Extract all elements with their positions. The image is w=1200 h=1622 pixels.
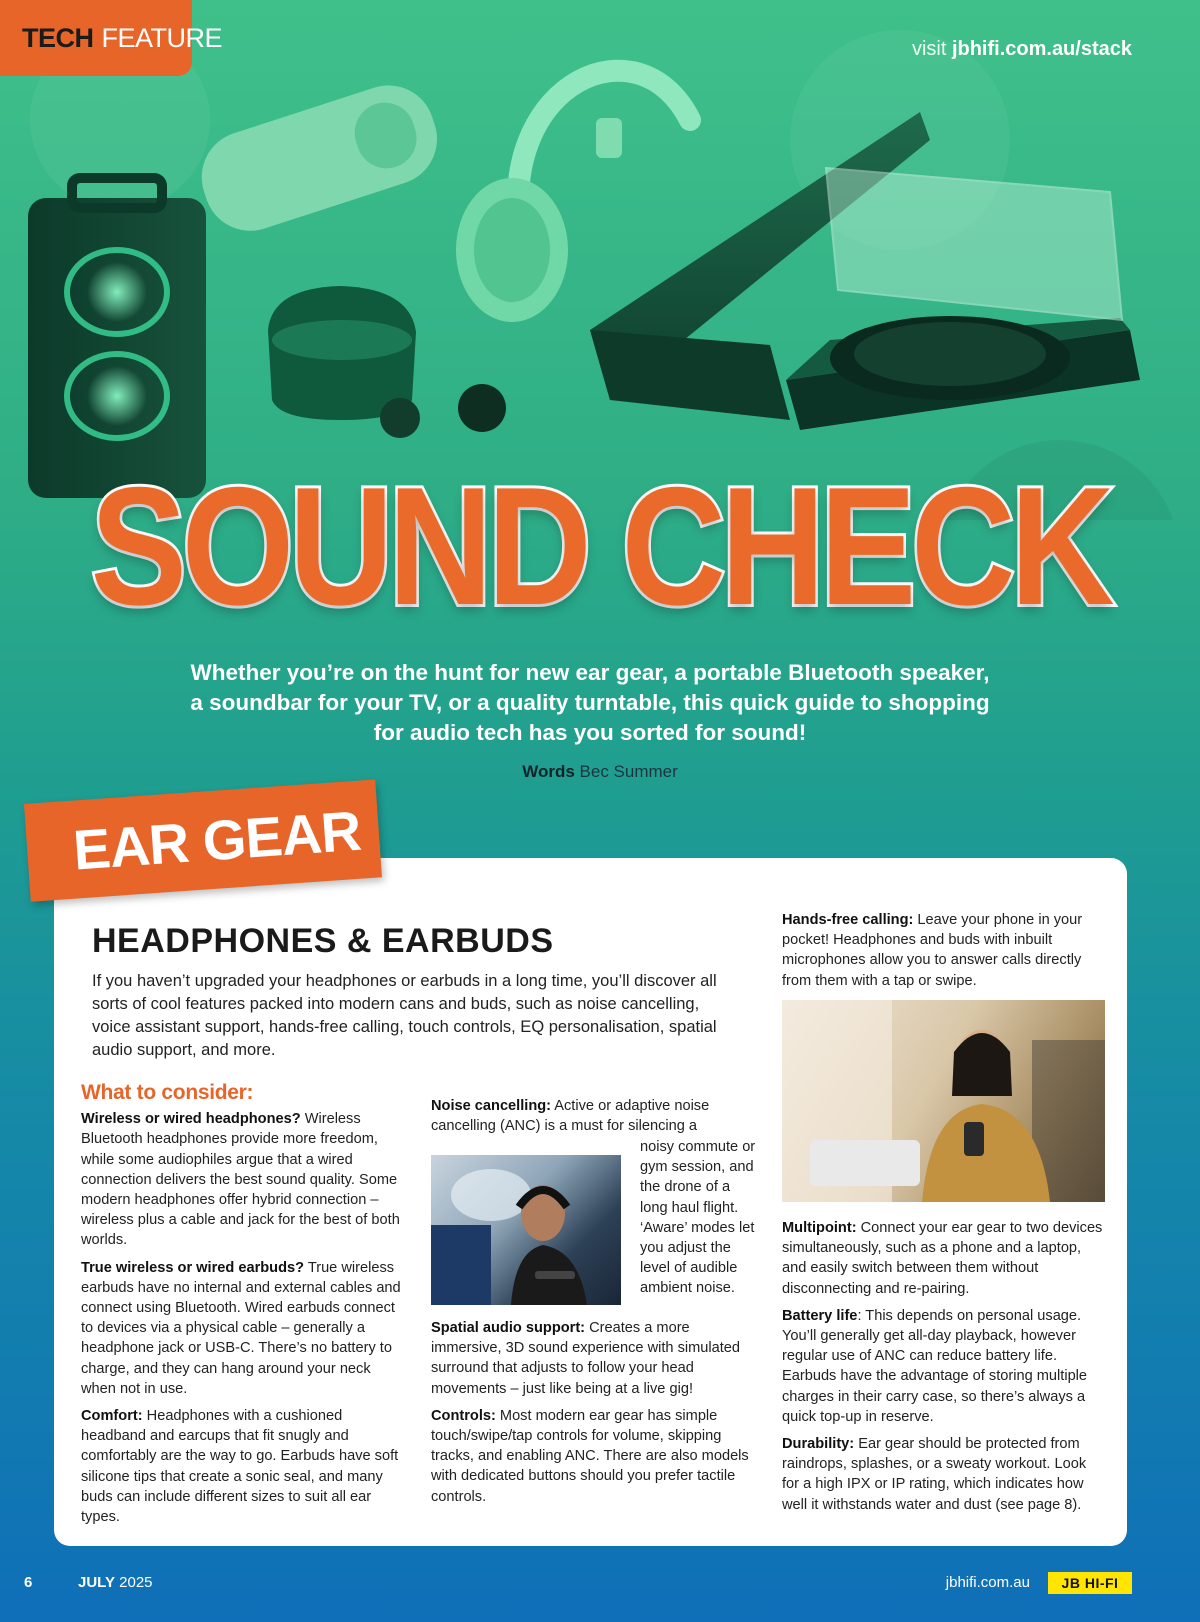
byline-name: Bec Summer: [579, 762, 678, 781]
party-speaker-icon: [28, 178, 206, 498]
intro-paragraph: Whether you’re on the hunt for new ear gear, a portable Bluetooth speaker, a soundbar for your TV, or a quality turntable, this quick guide to shopping for audio tech has you sorted for sound!: [190, 660, 990, 745]
consider-item: [81, 1258, 407, 1399]
earbuds-case-icon: [268, 286, 506, 438]
feature-item: [782, 1218, 1107, 1299]
item-term: Noise cancelling:: [431, 1098, 552, 1114]
feature-item: [782, 910, 1107, 991]
issue-year: 2025: [114, 1574, 153, 1591]
headphones-icon: [456, 71, 690, 322]
item-text: Leave your phone in your pocket! Headphones and buds with inbuilt microphones allow you to answer calls directly from them with a tap or swipe.: [782, 912, 1083, 989]
brand-logo: JB HI-FI: [1048, 1572, 1132, 1594]
item-text: Connect your ear gear to two devices simultaneously, such as a phone and a laptop, and easily switch between them without disconnecting and re-pairing.: [782, 1220, 1103, 1297]
item-text: True wireless earbuds have no internal and external cables and connect using Bluetooth. Wired earbuds connect to devices via a physical cable – generally a headphone jack or USB-C. There’s no battery to charge, and they can hang around your neck when not in use.: [81, 1259, 401, 1397]
column-3-top: [782, 910, 1107, 998]
turntable-icon: [786, 168, 1140, 430]
item-text: Ear gear should be protected from raindrops, splashes, or a sweaty workout. Look for a high IPX or IP rating, which indicates how well it withstands water and dust (see page 8).: [782, 1436, 1087, 1513]
feature-item: [431, 1318, 755, 1399]
section-tag: [0, 0, 223, 76]
issue-date: [78, 1574, 153, 1591]
hero-product-artwork: [0, 0, 1200, 520]
section-banner: EAR GEAR: [24, 779, 382, 901]
item-term: Controls:: [431, 1407, 496, 1424]
visit-link[interactable]: [912, 38, 1132, 61]
man-headphones-photo: [431, 1155, 621, 1305]
item-term: Multipoint:: [782, 1220, 857, 1236]
section-tag-light: FEATURE: [101, 22, 223, 53]
consider-item: [81, 1406, 407, 1527]
item-term: Battery life: [782, 1307, 858, 1324]
visit-prefix: visit: [911, 38, 952, 60]
item-term: Hands-free calling:: [782, 912, 914, 928]
item-text: Wireless Bluetooth headphones provide more freedom, while some audiophiles argue that a wired connection delivers the best sound quality. Some modern headphones offer hybrid connection – wireless plus a cable and jack for the best of both worlds.: [81, 1111, 400, 1249]
consider-item: [81, 1109, 407, 1250]
item-text: Headphones with a cushioned headband and earcups that fit snugly and comfortably are the way to go. Earbuds have soft silicone tips that create a sonic seal, and many buds can include different sizes to suit all ear types.: [81, 1408, 399, 1526]
item-term: Durability:: [782, 1436, 855, 1453]
visit-url[interactable]: jbhifi.com.au/stack: [951, 38, 1132, 60]
section-lead: If you haven’t upgraded your headphones or earbuds in a long time, you’ll discover all sorts of cool features packed into modern cans and buds, such as noise cancelling, voice assistant support, hands-free calling, touch controls, EQ personalisation, spatial audio support, and more.: [92, 972, 717, 1059]
column-2-wrap: [640, 1137, 758, 1306]
section-tag-bold: TECH: [22, 22, 94, 53]
page-title: SOUND CHECK: [90, 452, 1110, 640]
column-1: [81, 1083, 407, 1534]
item-text: Most modern ear gear has simple touch/swipe/tap controls for volume, skipping tracks, and enabling ANC. There are also models with dedicated buttons should you prefer tactile controls.: [431, 1407, 749, 1505]
byline-label: Words: [522, 762, 575, 781]
item-term: Spatial audio support:: [431, 1320, 586, 1336]
feature-item: [431, 1406, 755, 1507]
item-term: Comfort:: [81, 1408, 143, 1425]
portable-speaker-icon: [190, 73, 449, 242]
noise-cancelling-wrap: noisy commute or gym session, and the drone of a long haul flight. ‘Aware’ modes let you adjust the level of audible ambient noise.: [640, 1139, 756, 1297]
item-term: Wireless or wired headphones?: [81, 1111, 301, 1128]
feature-item: [782, 1306, 1107, 1427]
noise-cancelling-item: [431, 1096, 751, 1136]
item-text: Creates a more immersive, 3D sound experience with simulated surround that adjusts to follow your head movements – just like being at a live gig!: [431, 1320, 741, 1397]
column-2-bottom: [431, 1318, 755, 1514]
byline: [0, 762, 1200, 782]
woman-earbuds-photo: [782, 1000, 1105, 1202]
item-term: True wireless or wired earbuds?: [81, 1259, 305, 1276]
column-3-bottom: [782, 1218, 1107, 1522]
what-to-consider-heading: What to consider:: [81, 1081, 254, 1104]
footer-url[interactable]: jbhifi.com.au: [945, 1574, 1030, 1591]
item-text: Active or adaptive noise cancelling (ANC) is a must for silencing a: [431, 1098, 710, 1135]
item-text: : This depends on personal usage. You’ll generally get all-day playback, however regular use of ANC can reduce battery life. Earbuds have the advantage of storing multiple charges in their carry case, so there’s always a quick top-up in reserve.: [782, 1307, 1088, 1425]
page-number: 6: [24, 1574, 33, 1591]
section-heading: HEADPHONES & EARBUDS: [92, 922, 554, 960]
feature-item: [782, 1434, 1107, 1515]
issue-month: JULY: [78, 1574, 115, 1591]
